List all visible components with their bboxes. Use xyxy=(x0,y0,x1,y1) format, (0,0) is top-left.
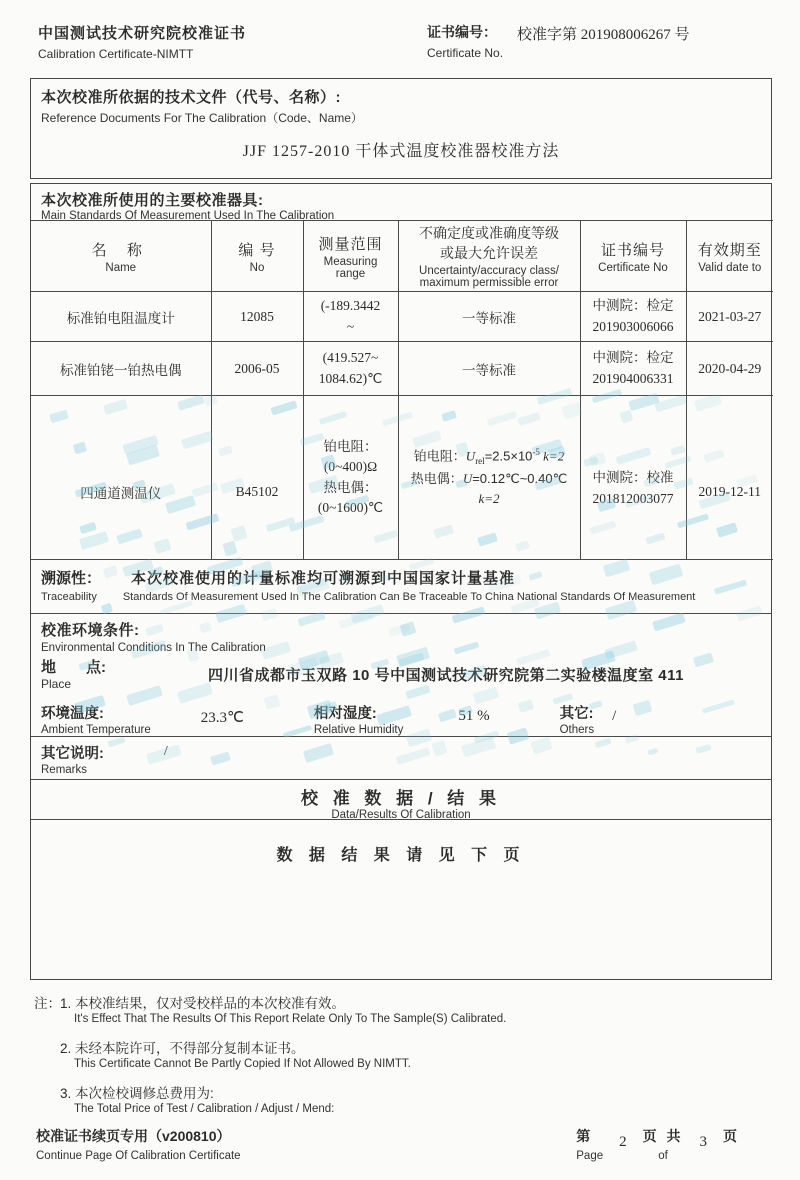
std1-cert xyxy=(580,292,686,342)
environment-label-en: Environmental Conditions In The Calibration xyxy=(41,642,266,654)
traceability-section xyxy=(31,560,771,614)
of-label: 页 共 of xyxy=(642,1128,684,1162)
results-title-en: Data/Results Of Calibration xyxy=(331,809,471,821)
page-header xyxy=(38,22,772,61)
std2-range-l2: 1084.62)℃ xyxy=(318,370,383,386)
col-range-en2: range xyxy=(335,267,366,280)
col-valid-en: Valid date to xyxy=(698,261,762,274)
certificate-number-label xyxy=(427,22,503,61)
note-item-1: 注： 1. 本校准结果，仅对受校样品的本次校准有效。 It's Effect That The Results Of This Report Relate Only To The Sample(S) Calibrated. xyxy=(34,992,770,1025)
reference-documents-box xyxy=(30,78,772,179)
std2-cert xyxy=(580,342,686,396)
others-value: / xyxy=(612,708,617,724)
standards-table-head xyxy=(31,221,773,292)
std2-cert-l1: 中测院：检定 xyxy=(592,350,674,366)
relative-humidity-group xyxy=(313,702,490,736)
std3-range-l4: (0~1600)℃ xyxy=(317,499,384,515)
results-title-cn: 校 准 数 据 / 结 果 xyxy=(300,789,502,808)
std3-cert-l2: 201812003077 xyxy=(592,490,674,506)
col-valid-cn: 有效期至 xyxy=(697,241,762,259)
col-no-en: No xyxy=(249,261,265,274)
col-name-cn: 名 称 xyxy=(91,241,150,259)
std1-cert-l1: 中测院：检定 xyxy=(592,298,674,314)
certificate-number-value: 校准字第 201908006267 号 xyxy=(517,27,690,43)
col-name xyxy=(31,221,211,292)
footer-left-en: Continue Page Of Calibration Certificate xyxy=(36,1150,241,1162)
table-row xyxy=(31,292,773,342)
place-label xyxy=(41,656,131,694)
others-group xyxy=(559,702,617,736)
col-uncertainty-cn2: 或最大允许误差 xyxy=(440,245,538,261)
issuer-title-cn: 中国测试技术研究院校准证书 xyxy=(38,25,247,42)
std3-unc-l3: k=2 xyxy=(478,490,500,506)
standards-table-body xyxy=(31,292,773,560)
results-title xyxy=(31,780,771,820)
ambient-temperature-label: 环境温度: Ambient Temperature xyxy=(41,706,151,736)
issuer-title xyxy=(38,22,246,61)
traceability-value-cn: 本次校准使用的计量标准均可溯源到中国国家计量基准 xyxy=(131,570,516,587)
col-no-cn: 编 号 xyxy=(238,241,276,259)
footer-left-cn: 校准证书续页专用（v200810） xyxy=(36,1128,231,1144)
std3-range-l3: 热电偶： xyxy=(323,479,378,495)
notes-section xyxy=(34,992,770,1127)
remarks-value: / xyxy=(163,744,168,759)
std2-range-l1: (419.527~ xyxy=(322,350,379,366)
col-uncertainty-en2: maximum permissible error xyxy=(419,277,559,289)
note-item-2: 2. 未经本院许可，不得部分复制本证书。 This Certificate Cannot Be Partly Copied If Not Allowed By NIMTT. xyxy=(60,1041,411,1070)
std2-valid: 2020-04-29 xyxy=(686,342,773,396)
standards-label-cn: 本次校准所使用的主要校准器具: xyxy=(41,192,264,209)
col-uncertainty-cn1: 不确定度或准确度等级 xyxy=(419,225,559,241)
traceability-cn-line xyxy=(41,567,761,588)
table-header-row xyxy=(31,221,773,292)
remarks-label: 其它说明: Remarks xyxy=(41,746,104,776)
main-content-box xyxy=(30,183,772,980)
std3-uncertainty xyxy=(398,396,580,560)
col-range xyxy=(303,221,398,292)
remarks-row xyxy=(31,737,771,780)
notes-prefix: 注： xyxy=(34,996,61,1011)
std3-unc-l2: 热电偶：U=0.12℃~0.40℃ xyxy=(410,470,568,486)
std2-range xyxy=(303,342,398,396)
col-valid xyxy=(686,221,773,292)
std1-range-l1: (-189.3442 xyxy=(320,298,381,314)
traceability-en-line xyxy=(41,591,761,603)
page-label: 第 Page xyxy=(576,1128,604,1162)
std3-range xyxy=(303,396,398,560)
col-certno-en: Certificate No xyxy=(598,261,668,274)
place-value: 四川省成都市玉双路 10 号中国测试技术研究院第二实验楼温度室 411 xyxy=(208,667,684,684)
std3-unc-l1: 铂电阻：$U_{rel}=2.5\times 10^{-5}$ k=2 xyxy=(413,446,565,466)
certificate-number-label-en: Certificate No. xyxy=(427,46,504,60)
reference-label-cn: 本次校准所依据的技术文件（代号、名称）: xyxy=(41,89,341,106)
std3-no: B45102 xyxy=(211,396,303,560)
others-label: 其它: Others xyxy=(559,706,595,736)
certificate-number-label-cn: 证书编号： xyxy=(427,24,497,40)
standards-label-en: Main Standards Of Measurement Used In The Calibration xyxy=(41,210,335,222)
col-name-en: Name xyxy=(105,261,137,274)
std3-range-l2: (0~400)Ω xyxy=(323,459,378,475)
std3-cert-l1: 中测院：校准 xyxy=(592,470,674,486)
std1-range-l2: ~ xyxy=(346,318,355,334)
col-uncertainty-en1: Uncertainty/accuracy class/ xyxy=(419,265,559,277)
std1-uncertainty: 一等标准 xyxy=(398,292,580,342)
place-label-en: Place xyxy=(41,677,72,691)
standards-section-header xyxy=(31,184,771,220)
page-number-value: 2 xyxy=(619,1134,627,1150)
environment-section-header xyxy=(31,614,771,652)
issuer-title-en: Calibration Certificate-NIMTT xyxy=(38,47,194,61)
ambient-temperature-group xyxy=(41,702,244,736)
ambient-row xyxy=(31,698,771,737)
page-total-value: 3 xyxy=(699,1134,707,1150)
std1-no: 12085 xyxy=(211,292,303,342)
traceability-label-cn: 溯源性： xyxy=(41,570,102,587)
page-suffix-label: 页 xyxy=(723,1128,740,1144)
page-number-block xyxy=(576,1126,740,1162)
page-footer xyxy=(36,1126,740,1162)
traceability-value-en: Standards Of Measurement Used In The Calibration Can Be Traceable To China National Standards Of Measurement xyxy=(122,591,696,603)
std3-cert xyxy=(580,396,686,560)
traceability-label-en: Traceability xyxy=(41,591,97,603)
table-row xyxy=(31,342,773,396)
certificate-number-block xyxy=(427,22,772,61)
std3-name: 四通道测温仪 xyxy=(31,396,211,560)
note-item-3: 3. 本次检校调修总费用为: The Total Price of Test / Calibration / Adjust / Mend: xyxy=(60,1086,335,1115)
relative-humidity-value: 51 % xyxy=(458,708,490,724)
ambient-temperature-value: 23.3℃ xyxy=(200,710,244,726)
col-no xyxy=(211,221,303,292)
col-range-en1: Measuring xyxy=(323,255,378,268)
std2-no: 2006-05 xyxy=(211,342,303,396)
std2-name: 标准铂铑一铂热电偶 xyxy=(31,342,211,396)
table-row xyxy=(31,396,773,560)
relative-humidity-label: 相对湿度: Relative Humidity xyxy=(313,706,404,736)
environment-label-cn: 校准环境条件: xyxy=(41,622,140,639)
std2-cert-l2: 201904006331 xyxy=(592,370,674,386)
reference-document-value: JJF 1257-2010 干体式温度校准器校准方法 xyxy=(242,143,560,160)
standards-table xyxy=(31,220,773,560)
std1-valid: 2021-03-27 xyxy=(686,292,773,342)
std1-name: 标准铂电阻温度计 xyxy=(31,292,211,342)
place-label-cn: 地 点: xyxy=(41,659,107,676)
std2-uncertainty: 一等标准 xyxy=(398,342,580,396)
std1-range xyxy=(303,292,398,342)
std3-range-l1: 铂电阻： xyxy=(323,439,378,454)
col-certno-cn: 证书编号 xyxy=(600,241,665,259)
results-body-text: 数 据 结 果 请 见 下 页 xyxy=(276,847,526,864)
col-range-cn: 测量范围 xyxy=(318,235,383,253)
footer-left xyxy=(36,1126,241,1162)
std1-cert-l2: 201903006066 xyxy=(592,318,674,334)
std3-valid: 2019-12-11 xyxy=(686,396,773,560)
reference-label-en: Reference Documents For The Calibration（Code、Name） xyxy=(41,111,363,125)
col-certno xyxy=(580,221,686,292)
place-row xyxy=(31,652,771,698)
col-uncertainty xyxy=(398,221,580,292)
